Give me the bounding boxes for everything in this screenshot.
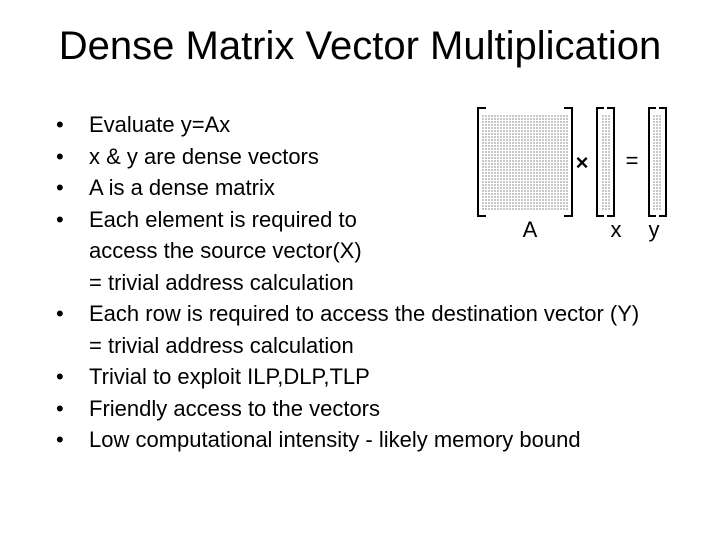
vector-y [649, 108, 666, 216]
bullet-text: • Low computational intensity - likely memory bound [89, 427, 581, 452]
bullet-text: • Friendly access to the vectors [89, 395, 381, 421]
bullet-text: • x & y are dense vectors [89, 143, 319, 169]
bullet-text: • A is a dense matrix [89, 175, 275, 200]
bullet-item [54, 424, 704, 456]
slide-title: Dense Matrix Vector Multiplication [58, 24, 662, 68]
bullet-text: • Each row is required to access the destination vector (Y) [89, 301, 640, 326]
equals-sign: = [625, 148, 639, 173]
bullet-text: • Each element is required to [89, 206, 357, 232]
vector-x-label: x [610, 217, 622, 242]
vector-x-fill [601, 114, 610, 210]
bullet-text: = trivial address calculation [89, 332, 354, 358]
matrix-fill [482, 114, 568, 210]
bullet-item [54, 298, 704, 361]
multiply-sign: × [575, 150, 589, 175]
bullet-item [54, 361, 704, 393]
matrix-a [478, 108, 572, 216]
bullet-text: • Trivial to exploit ILP,DLP,TLP [89, 364, 370, 389]
vector-y-fill [653, 114, 662, 210]
bullet-text: • Evaluate y=Ax [89, 112, 231, 137]
vector-x [597, 108, 614, 216]
vector-y-label: y [648, 217, 660, 242]
bullet-text: = trivial address calculation [89, 269, 354, 295]
bullet-item [54, 393, 704, 425]
bullet-text: access the source vector(X) [89, 238, 362, 263]
matrix-vector-diagram [470, 100, 710, 245]
matrix-a-label: A [522, 217, 538, 242]
